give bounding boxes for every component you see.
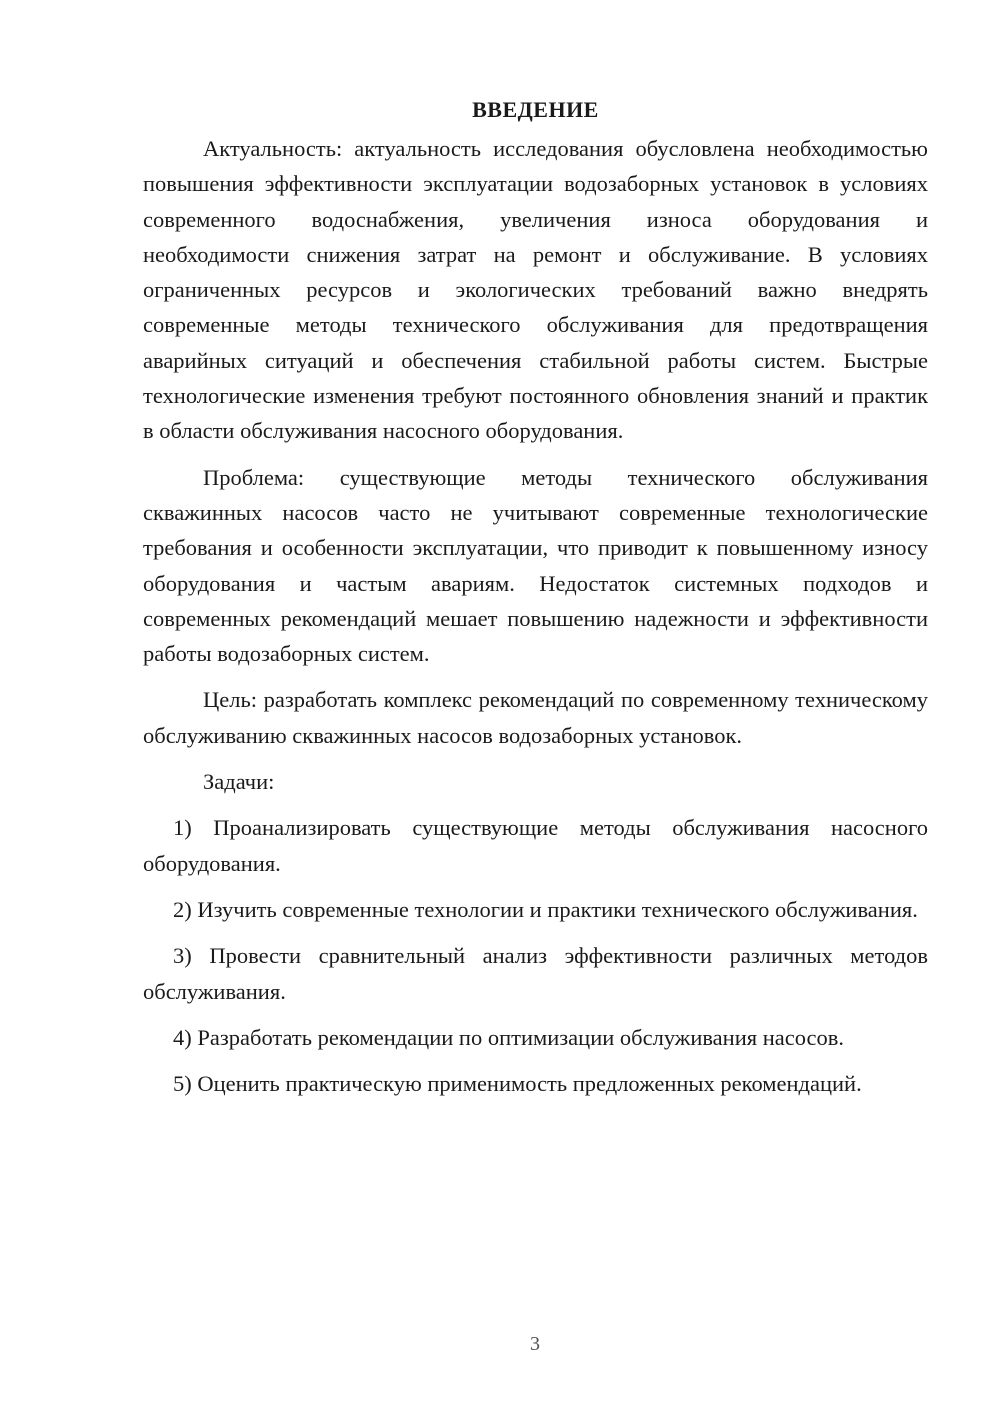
task-item-4: 4) Разработать рекомендации по оптимизации обслуживания насосов. <box>173 1024 845 1050</box>
task-item-2: 2) Изучить современные технологии и практики технического обслуживания. <box>173 896 918 922</box>
page-title: ВВЕДЕНИЕ <box>472 97 599 122</box>
task-item-1: 1) Проанализировать существующие методы обслуживания насосного оборудования. <box>143 815 928 876</box>
tasks-label: Задачи: <box>203 769 275 795</box>
relevance-paragraph: Актуальность: актуальность исследования обусловлена необходимостью повышения эффективности эксплуатации водозаборных установок в условиях современного водоснабжения, увеличения износа оборудования и необходимости снижения затрат на ремонт и обслуживание. В условиях ограниченных ресурсов и экологических требований важно внедрять современные методы технического обслуживания для предотвращения аварийных ситуаций и обеспечения стабильной работы систем. Быстрые технологические изменения требуют постоянного обновления знаний и практик в области обслуживания насосного оборудования. <box>143 136 928 444</box>
page-number: 3 <box>530 1333 540 1355</box>
page-content <box>143 92 928 1112</box>
task-item-3: 3) Провести сравнительный анализ эффективности различных методов обслуживания. <box>143 943 928 1004</box>
goal-paragraph: Цель: разработать комплекс рекомендаций по современному техническому обслуживанию скважинных насосов водозаборных установок. <box>143 687 928 748</box>
task-item-5: 5) Оценить практическую применимость предложенных рекомендаций. <box>173 1071 862 1097</box>
problem-paragraph: Проблема: существующие методы технического обслуживания скважинных насосов часто не учитывают современные технологические требования и особенности эксплуатации, что приводит к повышенному износу оборудования и частым авариям. Недостаток системных подходов и современных рекомендаций мешает повышению надежности и эффективности работы водозаборных систем. <box>143 464 928 667</box>
task-list <box>143 810 928 1101</box>
